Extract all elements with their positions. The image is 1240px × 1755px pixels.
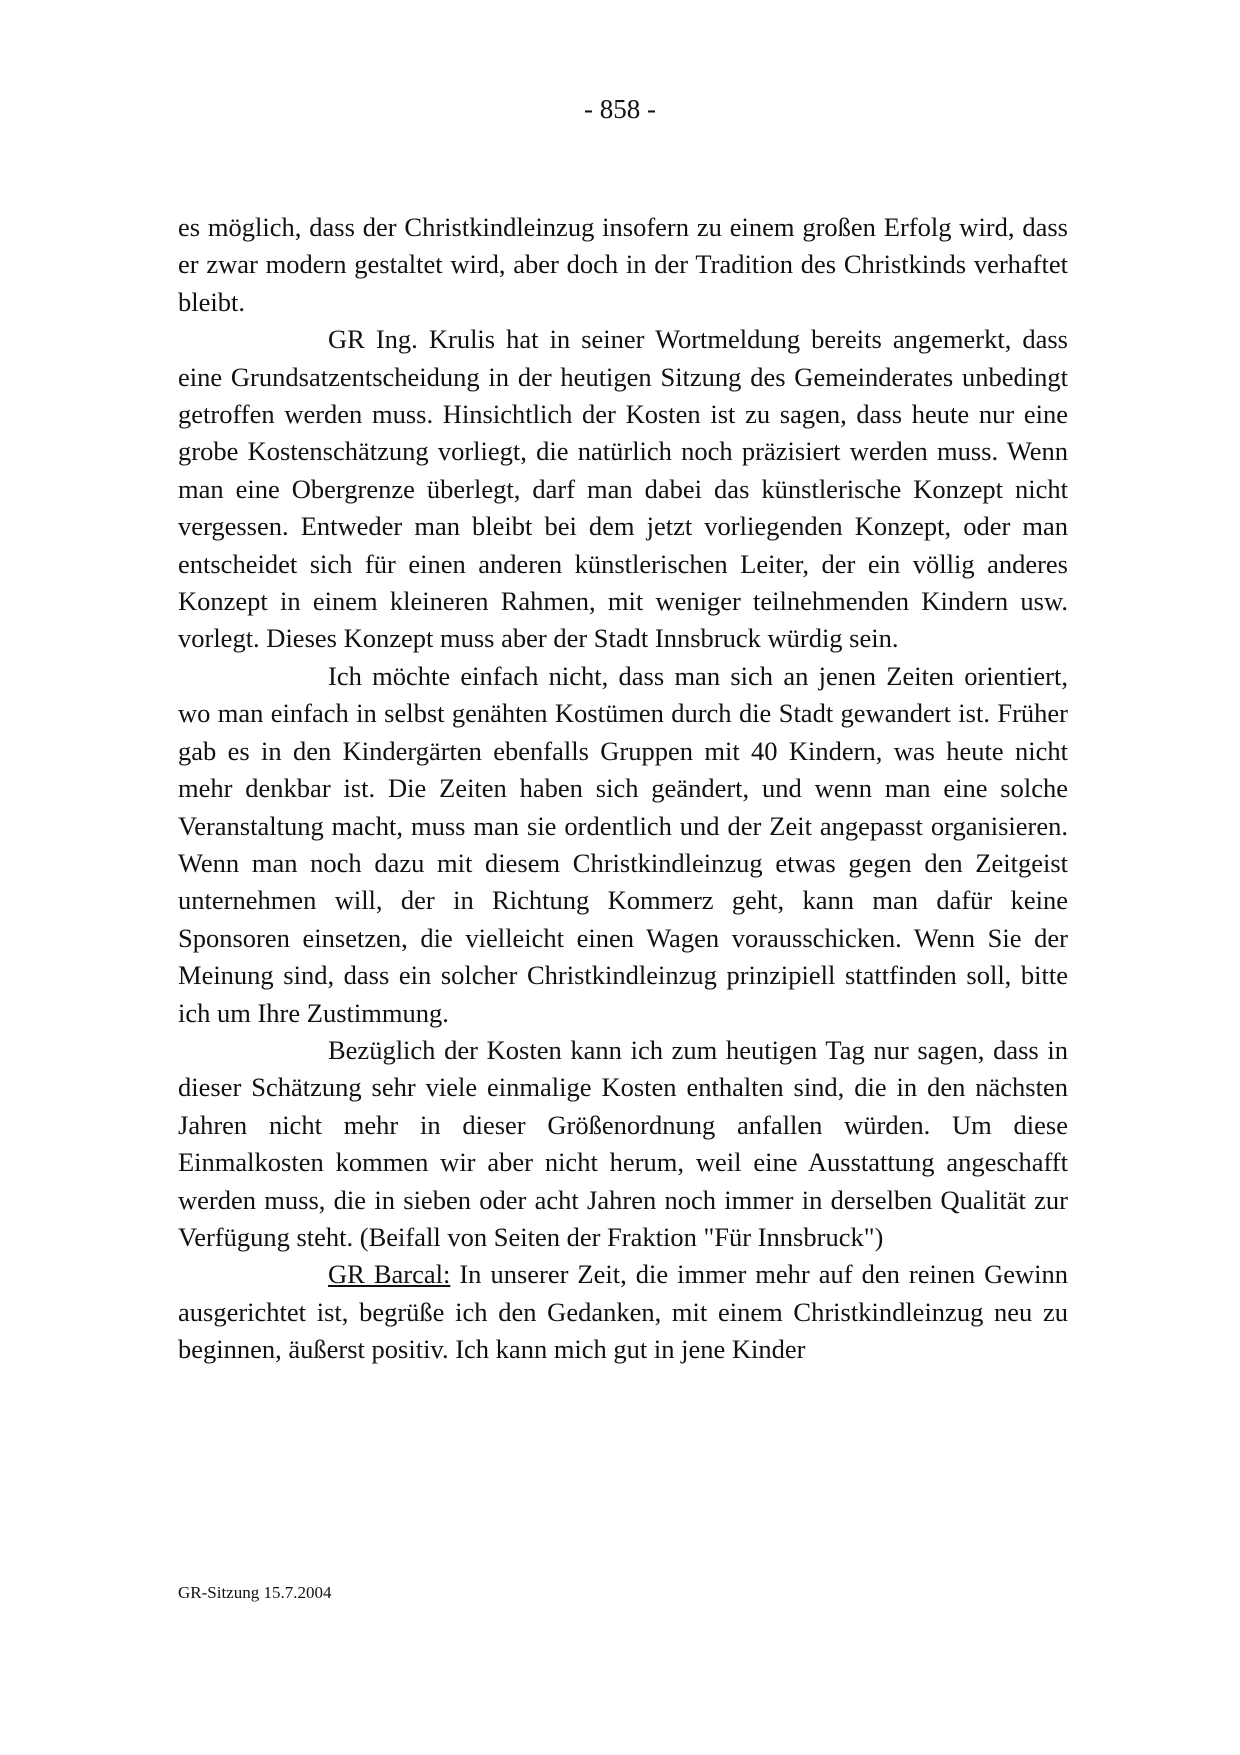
- document-body: [178, 209, 1068, 1369]
- paragraph-kosten: Bezüglich der Kosten kann ich zum heutigen Tag nur sagen, dass in dieser Schätzung sehr viele einmalige Kosten enthalten sind, die in den nächsten Jahren nicht mehr in dieser Größenordnung anfallen würden. Um diese Einmalkosten kommen wir aber nicht herum, weil eine Ausstattung angeschafft werden muss, die in sieben oder acht Jahren noch immer in derselben Qualität zur Verfügung steht. (Beifall von Seiten der Fraktion "Für Innsbruck"): [178, 1034, 1068, 1252]
- paragraph-continuation: es möglich, dass der Christkindleinzug insofern zu einem großen Erfolg wird, dass er zwar modern gestaltet wird, aber doch in der Tradition des Christkinds verhaftet bleibt.: [178, 212, 1068, 317]
- footer-session-date: GR-Sitzung 15.7.2004: [178, 1583, 332, 1602]
- paragraph-krulis-reference: GR Ing. Krulis hat in seiner Wortmeldung bereits angemerkt, dass eine Grundsatzentscheidung in der heutigen Sitzung des Gemeinderates unbedingt getroffen werden muss. Hinsichtlich der Kosten ist zu sagen, dass heute nur eine grobe Kostenschätzung vorliegt, die natürlich noch präzisiert werden muss. Wenn man eine Obergrenze überlegt, darf man dabei das künstlerische Konzept nicht vergessen. Entweder man bleibt bei dem jetzt vorliegenden Konzept, oder man entscheidet sich für einen anderen künstlerischen Leiter, der ein völlig anderes Konzept in einem kleineren Rahmen, mit weniger teilnehmenden Kindern usw. vorlegt. Dieses Konzept muss aber der Stadt Innsbruck würdig sein.: [178, 324, 1068, 654]
- speaker-label: GR Barcal:: [328, 1259, 451, 1290]
- speaker-statement: In unserer Zeit, die immer mehr auf den reinen Gewinn ausgerichtet ist, begrüße ich den Gedanken, mit einem Christkindleinzug neu zu beginnen, äußerst positiv. Ich kann mich gut in jene Kinder: [178, 1259, 1069, 1365]
- page-number: - 858 -: [584, 94, 656, 124]
- paragraph-barcal: [178, 1256, 1068, 1368]
- paragraph-zeitgeist: Ich möchte einfach nicht, dass man sich an jenen Zeiten orientiert, wo man einfach in selbst genähten Kostümen durch die Stadt gewandert ist. Früher gab es in den Kindergärten ebenfalls Gruppen mit 40 Kindern, was heute nicht mehr denkbar ist. Die Zeiten haben sich geändert, und wenn man eine solche Veranstaltung macht, muss man sie ordentlich und der Zeit angepasst organisieren. Wenn man noch dazu mit diesem Christkindleinzug etwas gegen den Zeitgeist unternehmen will, der in Richtung Kommerz geht, kann man dafür keine Sponsoren einsetzen, die vielleicht einen Wagen vorausschicken. Wenn Sie der Meinung sind, dass ein solcher Christkindleinzug prinzipiell stattfinden soll, bitte ich um Ihre Zustimmung.: [178, 660, 1068, 1028]
